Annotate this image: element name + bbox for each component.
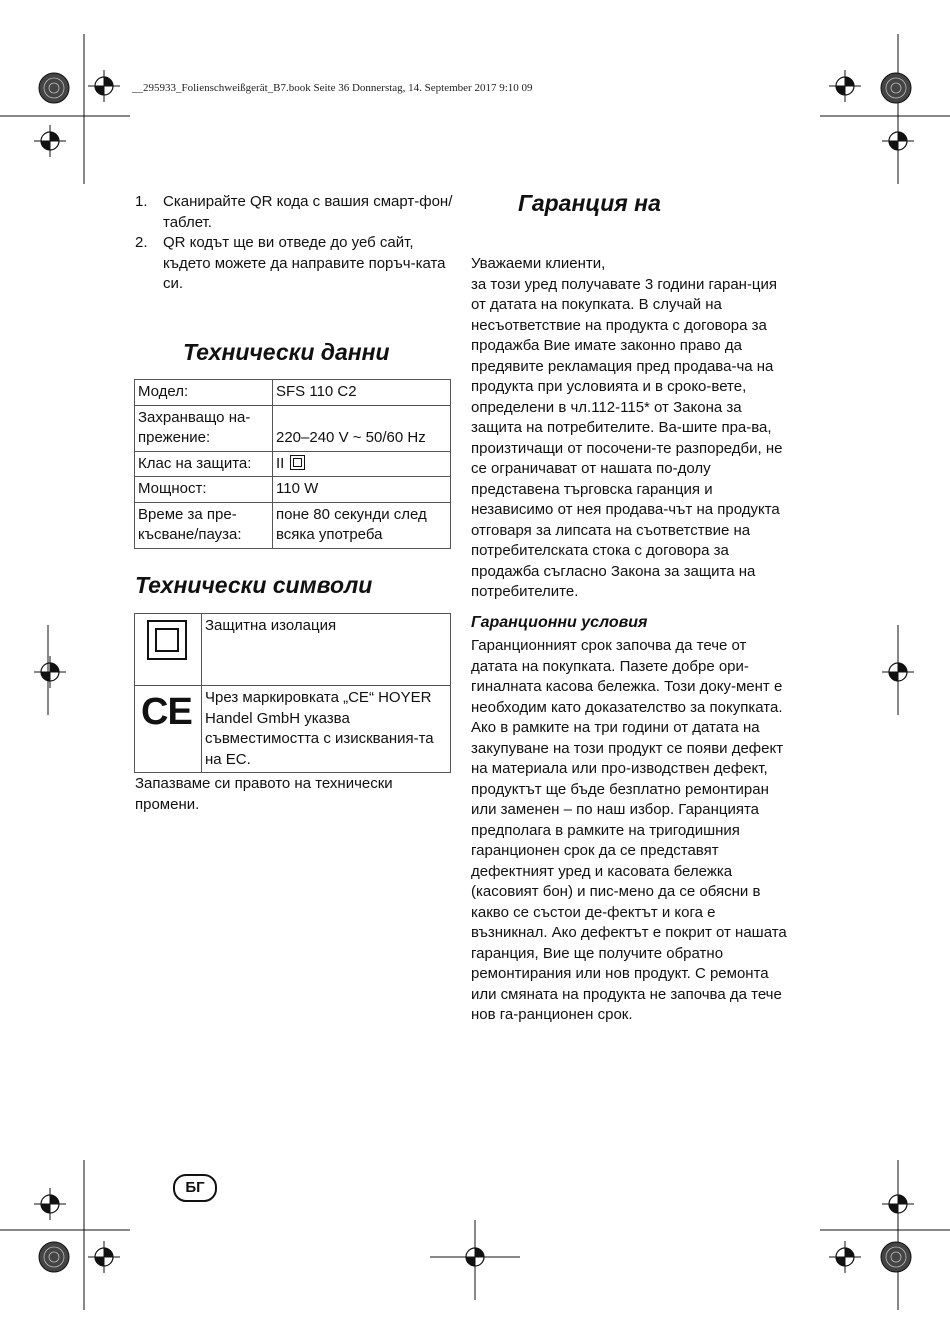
tech-label: Клас на защита: (135, 451, 273, 477)
symbol-text: Чрез маркировката „CE“ HOYER Handel GmbH указва съвместимостта с изисквания-та на ЕС. (202, 686, 451, 773)
technical-changes-note: Запазваме си правото на технически промени. (135, 775, 393, 813)
tech-value: II (276, 454, 285, 472)
tech-value: поне 80 секунди след всяка употреба (273, 502, 451, 548)
table-row (135, 477, 451, 503)
tech-symbols-table (134, 613, 451, 773)
ce-mark-icon: CE (141, 691, 192, 733)
table-row (135, 380, 451, 406)
list-item (135, 233, 453, 295)
warranty-intro: Уважаеми клиенти, за този уред получавате 3 години гаран-ция от датата на покупката. В случай на несъответствие на продукта с договора за продажба Вие имате законно право да предявите рекламация пред продава-ча на продукта при условията и в сроко-вете, определени в чл.112-115* от Закона за защита на потребителите. Ва-шите пра-ва, произтичащи от посочени-те разпоредби, не се ограничават от нашата по-долу представена търговска гаранция и независимо от нея продава-чът на продукта отговаря за липсата на съответствие на потребителската стока с договора за продажба съгласно Закона за защита на потребителите. (471, 255, 783, 600)
tech-data-heading: Технически данни (183, 339, 390, 365)
table-row (135, 451, 451, 477)
step-text: QR кодът ще ви отведе до уеб сайт, където можете да направите поръч-ката си. (163, 234, 446, 292)
tech-value-cell (273, 451, 451, 477)
tech-value: 110 W (273, 477, 451, 503)
step-number: 1. (135, 193, 148, 210)
step-number: 2. (135, 234, 148, 251)
symbol-icon-cell (135, 614, 202, 686)
table-row (135, 614, 451, 686)
language-badge: БГ (173, 1174, 217, 1202)
print-header: __295933_Folienschweißgerät_B7.book Seite 36 Donnerstag, 14. September 2017 9:10 09 (132, 82, 533, 94)
tech-label: Време за пре-късване/пауза: (135, 502, 273, 548)
tech-label: Модел: (135, 380, 273, 406)
warranty-heading: Гаранция на (518, 190, 661, 216)
tech-label: Мощност: (135, 477, 273, 503)
symbol-icon-cell (135, 686, 202, 773)
double-insulation-icon (147, 620, 187, 660)
warranty-conditions-text: Гаранционният срок започва да тече от датата на покупката. Пазете добре ори-гиналната касова бележка. Този доку-мент е необходим като доказателство за покупката. Ако в рамките на три години от датата на закупуване на този продукт се появи дефект на материала или про-изводствен дефект, продуктът ще бъде безплатно ремонтиран или заменен – по наш избор. Гаранцията предполага в рамките на тригодишния гаранционен срок да се представят дефектният уред и касовата бележка (касовият бон) и пис-мено да се обясни в какво се състои де-фектът и кога е възникнал. Ако дефектът е покрит от нашата гаранция, Вие ще получите обратно ремонтирания или нов продукт. С ремонта или смяната на продукта не започва да тече нов га-ранционен срок. (471, 637, 787, 1023)
steps-list (135, 192, 453, 295)
tech-label: Захранващо на-прежение: (135, 405, 273, 451)
tech-value: SFS 110 C2 (273, 380, 451, 406)
table-row (135, 686, 451, 773)
tech-symbols-heading: Технически символи (135, 572, 373, 598)
table-row (135, 405, 451, 451)
symbol-text: Защитна изолация (202, 614, 451, 686)
tech-data-table (134, 379, 451, 549)
step-text: Сканирайте QR кода с вашия смарт-фон/таблет. (163, 193, 453, 231)
tech-value: 220–240 V ~ 50/60 Hz (273, 405, 451, 451)
warranty-conditions-heading: Гаранционни условия (471, 614, 648, 631)
protection-class-icon (290, 455, 305, 470)
list-item (135, 192, 453, 233)
table-row (135, 502, 451, 548)
